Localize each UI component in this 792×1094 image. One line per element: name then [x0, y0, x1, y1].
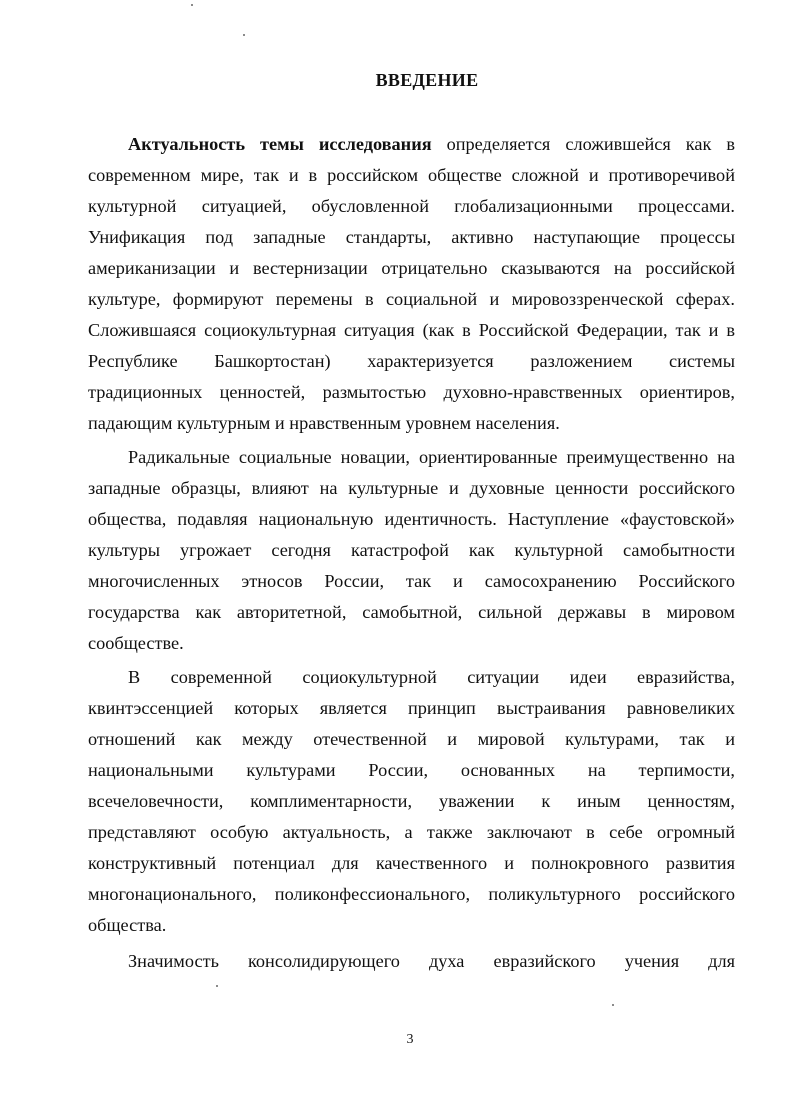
- text-line: современном мире, так и в российском обществе сложной и противоречивой: [88, 165, 735, 185]
- text-line: культуре, формируют перемены в социальной и мировоззренческой сферах.: [88, 289, 735, 309]
- text-line: конструктивный потенциал для качественного и полнокровного развития: [88, 853, 735, 873]
- text-line: традиционных ценностей, размытостью духовно-нравственных ориентиров,: [88, 382, 735, 402]
- scan-speck: [191, 4, 193, 6]
- text-line: отношений как между отечественной и мировой культурами, так и: [88, 729, 735, 749]
- text-line: представляют особую актуальность, а также заключают в себе огромный: [88, 822, 735, 842]
- text-line: падающим культурным и нравственным уровнем населения.: [88, 413, 560, 433]
- text-line: общества.: [88, 915, 167, 935]
- scan-speck: [216, 985, 218, 987]
- text-line: культурной ситуацией, обусловленной глобализационными процессами.: [88, 196, 735, 216]
- text-line: Сложившаяся социокультурная ситуация (как в Российской Федерации, так и в: [88, 320, 735, 340]
- text-line: Радикальные социальные новации, ориентированные преимущественно на: [128, 447, 735, 467]
- scan-speck: [612, 1004, 614, 1006]
- text-line: национальными культурами России, основанных на терпимости,: [88, 760, 735, 780]
- text-line: сообществе.: [88, 633, 184, 653]
- text-line: американизации и вестернизации отрицательно сказываются на российской: [88, 258, 735, 278]
- text-line: квинтэссенцией которых является принцип выстраивания равновеликих: [88, 698, 735, 718]
- text-line: многочисленных этносов России, так и самосохранению Российского: [88, 571, 735, 591]
- text-line: культуры угрожает сегодня катастрофой как культурной самобытности: [88, 540, 735, 560]
- text-line: Республике Башкортостан) характеризуется разложением системы: [88, 351, 735, 371]
- text-line: В современной социокультурной ситуации идеи евразийства,: [128, 667, 735, 687]
- text-line: многонационального, поликонфессионального, поликультурного российского: [88, 884, 735, 904]
- text-line: общества, подавляя национальную идентичность. Наступление «фаустовской»: [88, 509, 735, 529]
- scan-speck: [243, 34, 245, 36]
- lead-phrase: Актуальность темы исследования: [128, 134, 432, 154]
- page-title: ВВЕДЕНИЕ: [375, 70, 479, 90]
- text-line: Унификация под западные стандарты, активно наступающие процессы: [88, 227, 735, 247]
- page-number: 3: [406, 1032, 414, 1047]
- text-line: Актуальность темы исследования определяется сложившейся как в: [128, 134, 735, 154]
- text-line: государства как авторитетной, самобытной, сильной державы в мировом: [88, 602, 735, 622]
- text-line: всечеловечности, комплиментарности, уважении к иным ценностям,: [88, 791, 735, 811]
- text-line: западные образцы, влияют на культурные и духовные ценности российского: [88, 478, 735, 498]
- text-line: Значимость консолидирующего духа евразийского учения для: [128, 951, 735, 971]
